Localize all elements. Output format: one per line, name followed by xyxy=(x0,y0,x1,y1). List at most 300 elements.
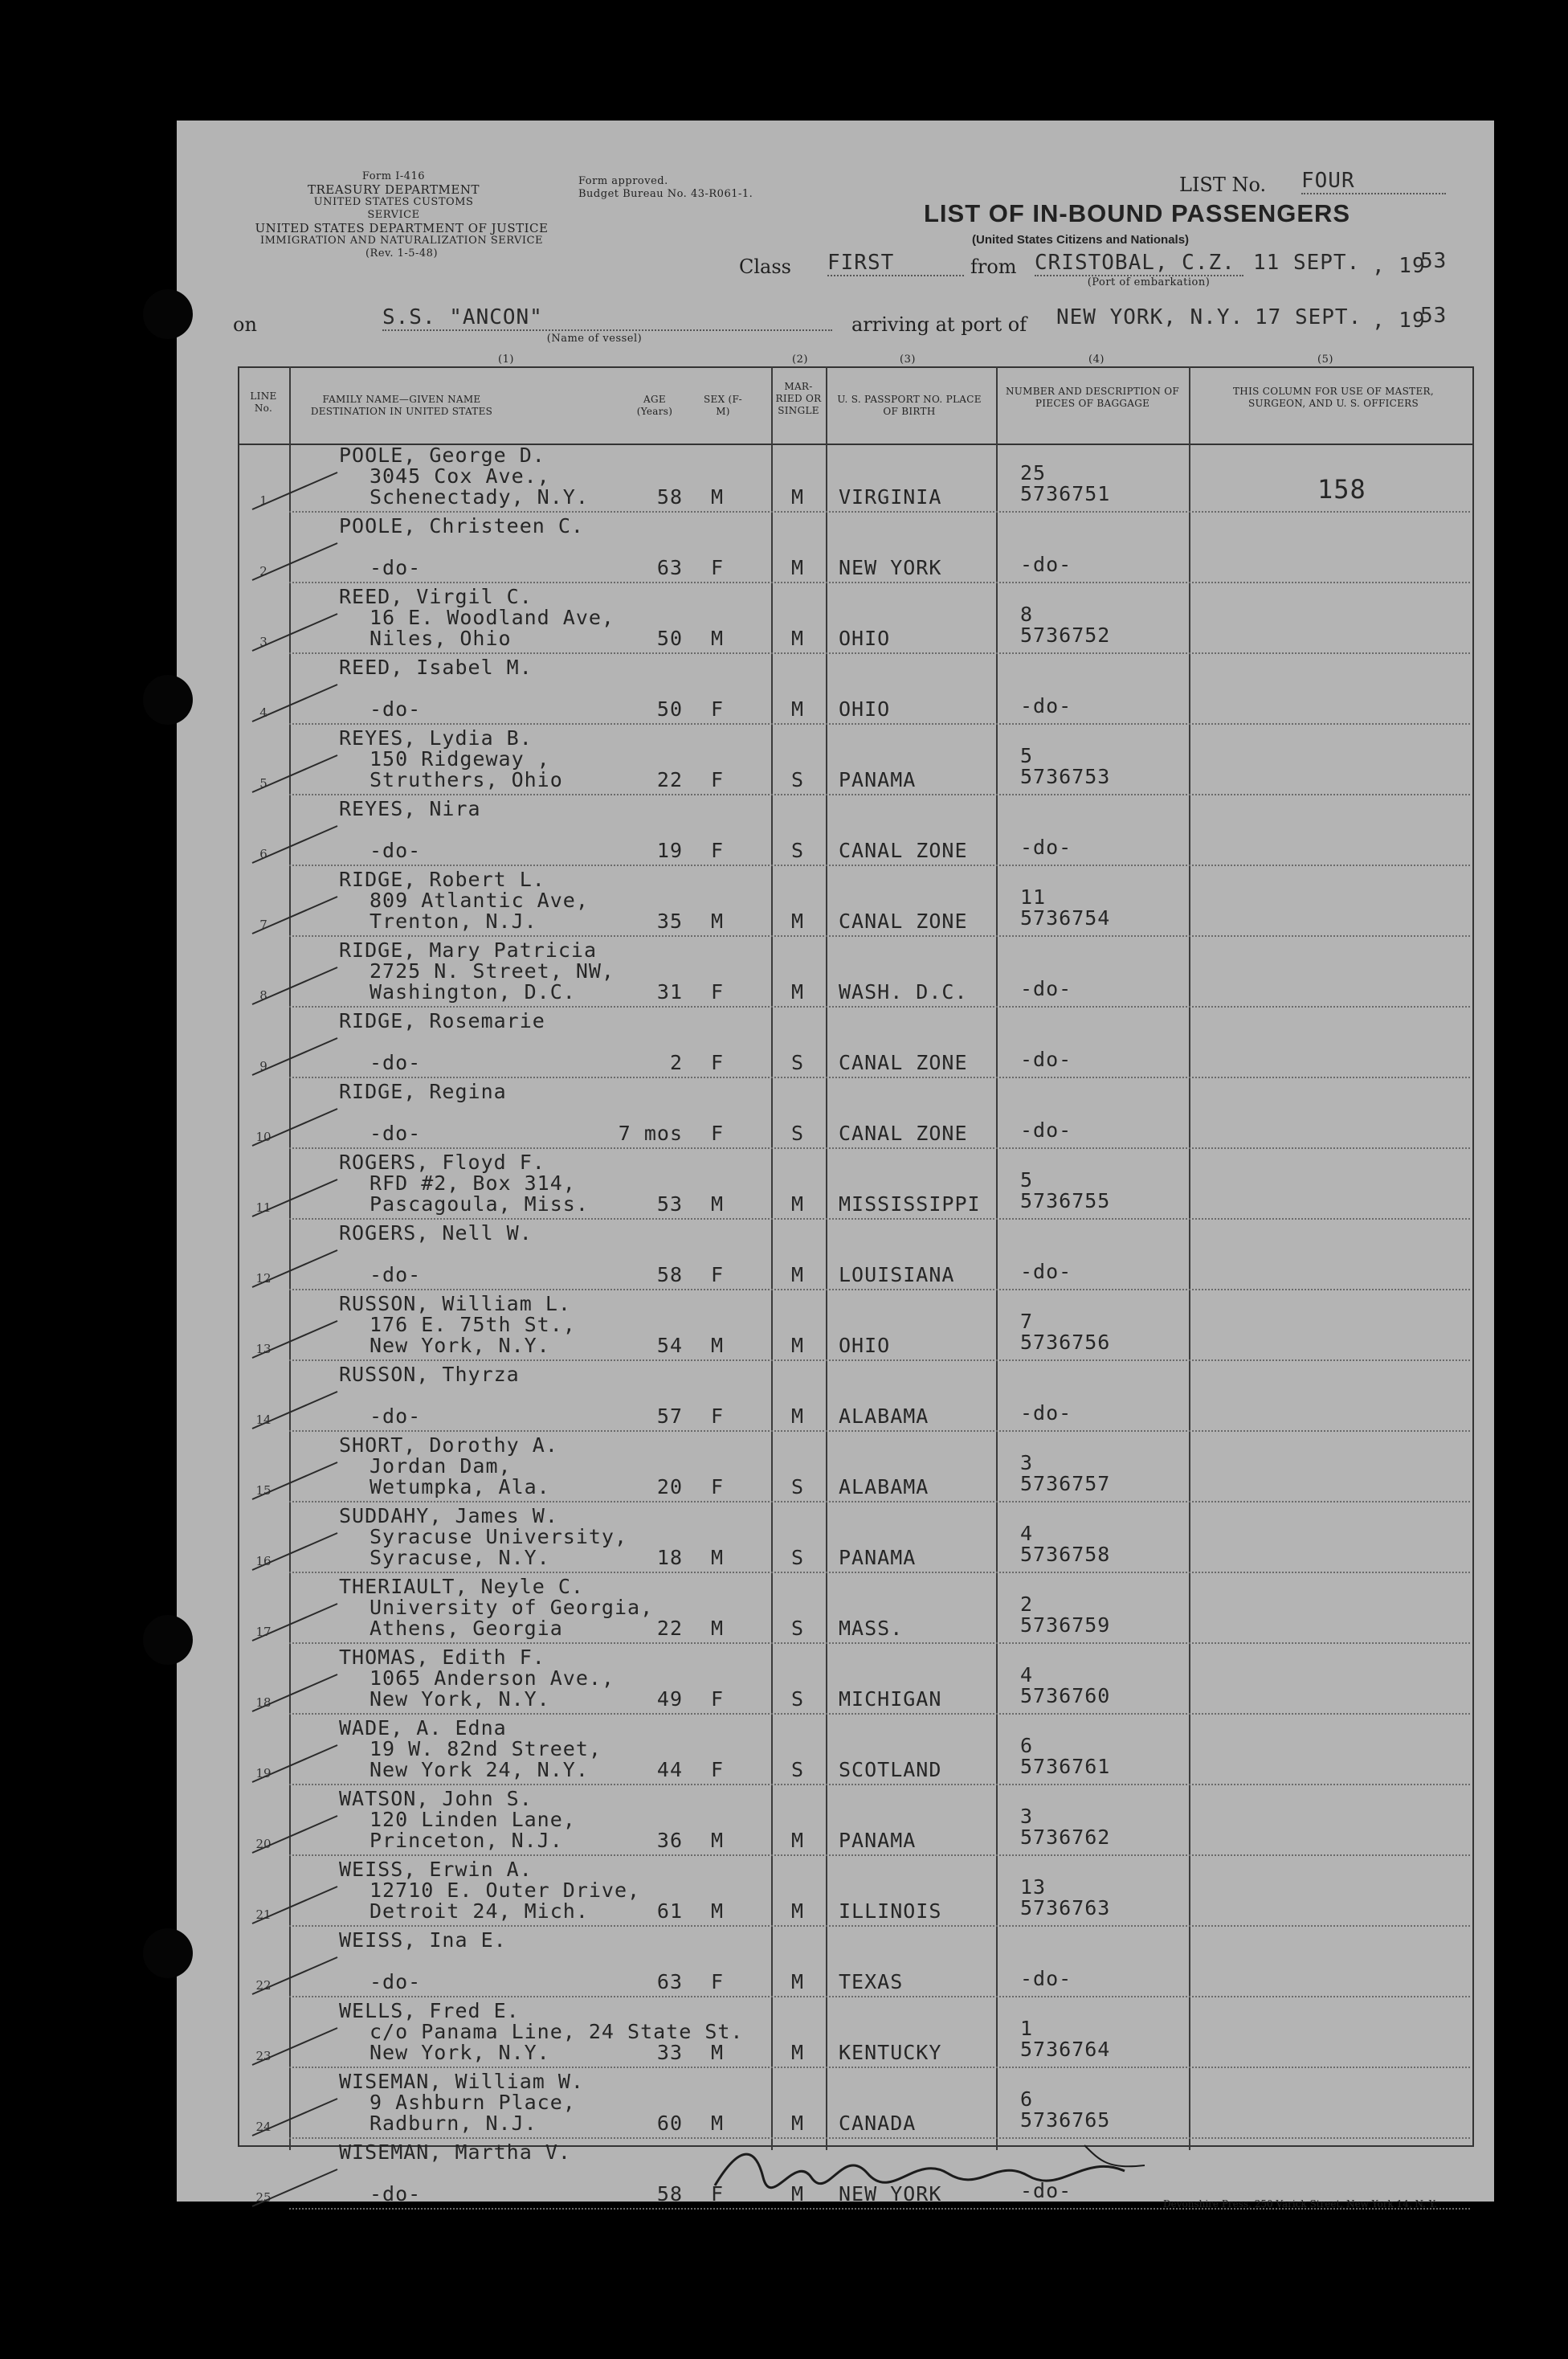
baggage-count: 1 xyxy=(1020,2017,1034,2040)
passenger-name: RIDGE, Robert L. xyxy=(339,868,545,891)
baggage-ticket: 5736762 xyxy=(1020,1825,1111,1849)
baggage-ticket: 5736760 xyxy=(1020,1684,1111,1707)
age-value: 22 xyxy=(656,768,683,791)
document-subtitle: (United States Citizens and Nationals) xyxy=(972,233,1190,247)
row-separator xyxy=(289,1218,1470,1220)
line-number: 13 xyxy=(255,1342,272,1356)
marital-status: S xyxy=(791,1617,805,1640)
check-mark xyxy=(249,750,345,799)
passenger-name: THERIAULT, Neyle C. xyxy=(339,1575,584,1598)
address-line: 176 E. 75th St., xyxy=(370,1313,576,1336)
row-separator xyxy=(289,865,1470,866)
age-value: 58 xyxy=(656,2182,683,2206)
address-city: Niles, Ohio xyxy=(370,627,512,650)
sex-value: M xyxy=(711,485,725,509)
sex-value: F xyxy=(711,1687,725,1711)
header-officers: THIS COLUMN FOR USE OF MASTER, SURGEON, AND U. S. OFFICERS xyxy=(1233,386,1434,409)
marital-status: M xyxy=(791,910,805,933)
check-mark xyxy=(249,963,345,1011)
form-number: Form I-416 xyxy=(361,170,426,182)
sex-value: M xyxy=(711,1899,725,1923)
check-mark xyxy=(249,2094,345,2142)
birthplace: SCOTLAND xyxy=(839,1758,942,1781)
line-number: 25 xyxy=(255,2190,272,2205)
baggage-count: 5 xyxy=(1020,744,1034,767)
marital-status: S xyxy=(791,1546,805,1569)
class-label: Class xyxy=(739,256,791,278)
age-value: 57 xyxy=(656,1404,683,1428)
line-number: 17 xyxy=(255,1625,272,1639)
line-number: 5 xyxy=(259,776,267,791)
age-value: 36 xyxy=(656,1829,683,1852)
check-mark xyxy=(249,1458,345,1506)
birthplace: ILLINOIS xyxy=(839,1899,942,1923)
baggage-ticket: -do- xyxy=(1020,836,1072,859)
arrival-port: NEW YORK, N.Y. xyxy=(1056,305,1244,329)
age-value: 22 xyxy=(656,1617,683,1640)
check-mark xyxy=(249,680,345,728)
header-married: MAR- RIED OR SINGLE xyxy=(775,381,822,416)
address-line: University of Georgia, xyxy=(370,1596,654,1619)
table-row xyxy=(177,938,1494,1009)
address-city: -do- xyxy=(370,1051,422,1074)
arriving-label: arriving at port of xyxy=(851,313,1027,336)
birthplace: CANADA xyxy=(839,2112,917,2135)
check-mark xyxy=(249,1245,345,1294)
birthplace: NEW YORK xyxy=(839,2182,942,2206)
baggage-count: 7 xyxy=(1020,1310,1034,1333)
address-line: 12710 E. Outer Drive, xyxy=(370,1879,641,1902)
birthplace: ALABAMA xyxy=(839,1475,929,1498)
table-row xyxy=(177,1151,1494,1221)
check-mark xyxy=(249,1104,345,1152)
table-row xyxy=(177,1363,1494,1433)
line-number: 1 xyxy=(259,493,267,508)
passenger-name: RIDGE, Regina xyxy=(339,1080,507,1103)
baggage-ticket: -do- xyxy=(1020,977,1072,1000)
marital-status: M xyxy=(791,980,805,1004)
age-value: 35 xyxy=(656,910,683,933)
sex-value: M xyxy=(711,910,725,933)
sex-value: F xyxy=(711,556,725,579)
address-line: 9 Ashburn Place, xyxy=(370,2091,576,2114)
baggage-count: 3 xyxy=(1020,1451,1034,1474)
marital-status: M xyxy=(791,556,805,579)
sex-value: F xyxy=(711,839,725,862)
row-separator xyxy=(289,1996,1470,1997)
age-value: 19 xyxy=(656,839,683,862)
birthplace: CANAL ZONE xyxy=(839,1051,968,1074)
check-mark xyxy=(249,1811,345,1859)
address-line: Jordan Dam, xyxy=(370,1454,512,1478)
on-label: on xyxy=(233,313,257,336)
line-number: 19 xyxy=(255,1766,272,1780)
row-separator xyxy=(289,1501,1470,1502)
check-mark xyxy=(249,892,345,940)
address-line: 120 Linden Lane, xyxy=(370,1808,576,1831)
table-row xyxy=(177,1787,1494,1858)
address-line: 809 Atlantic Ave, xyxy=(370,889,589,912)
baggage-ticket: -do- xyxy=(1020,1048,1072,1071)
address-city: Washington, D.C. xyxy=(370,980,576,1004)
table-row xyxy=(177,1646,1494,1716)
check-mark xyxy=(249,1528,345,1576)
age-value: 18 xyxy=(656,1546,683,1569)
form-id-block xyxy=(289,170,498,222)
table-row xyxy=(177,514,1494,585)
address-line: 1065 Anderson Ave., xyxy=(370,1666,615,1690)
marital-status: M xyxy=(791,2182,805,2206)
address-line: 3045 Cox Ave., xyxy=(370,464,550,488)
baggage-ticket: -do- xyxy=(1020,1260,1072,1283)
col-num-5: (5) xyxy=(1317,354,1333,366)
table-row xyxy=(177,1009,1494,1080)
sex-value: M xyxy=(711,627,725,650)
sex-value: F xyxy=(711,1263,725,1286)
sex-value: F xyxy=(711,1051,725,1074)
baggage-count: 5 xyxy=(1020,1168,1034,1192)
marital-status: S xyxy=(791,1758,805,1781)
line-number: 23 xyxy=(255,2049,272,2063)
passenger-name: WADE, A. Edna xyxy=(339,1716,507,1740)
birthplace: PANAMA xyxy=(839,1546,917,1569)
birthplace: PANAMA xyxy=(839,1829,917,1852)
from-port: CRISTOBAL, C.Z. xyxy=(1035,251,1243,276)
marital-status: M xyxy=(791,2041,805,2064)
baggage-count: 25 xyxy=(1020,461,1047,484)
birthplace: ALABAMA xyxy=(839,1404,929,1428)
line-number: 24 xyxy=(255,2120,272,2134)
baggage-count: 8 xyxy=(1020,603,1034,626)
check-mark xyxy=(249,1387,345,1435)
sex-value: F xyxy=(711,1758,725,1781)
line-number: 22 xyxy=(255,1978,272,1993)
address-city: Pascagoula, Miss. xyxy=(370,1192,589,1216)
officer-note: 158 xyxy=(1317,474,1366,505)
birthplace: OHIO xyxy=(839,627,891,650)
from-year: 53 xyxy=(1420,249,1448,273)
marital-status: M xyxy=(791,1970,805,1993)
baggage-count: 11 xyxy=(1020,885,1047,909)
row-separator xyxy=(289,794,1470,795)
check-mark xyxy=(249,2165,345,2213)
age-value: 63 xyxy=(656,556,683,579)
check-mark xyxy=(249,1599,345,1647)
treasury-dept: TREASURY DEPARTMENT xyxy=(308,182,480,197)
age-value: 49 xyxy=(656,1687,683,1711)
sex-value: F xyxy=(711,1404,725,1428)
address-city: Struthers, Ohio xyxy=(370,768,563,791)
check-mark xyxy=(249,2023,345,2071)
passenger-name: WEISS, Ina E. xyxy=(339,1928,507,1952)
justice-block xyxy=(233,222,570,260)
line-number: 15 xyxy=(255,1483,272,1498)
baggage-ticket: -do- xyxy=(1020,1401,1072,1425)
baggage-ticket: 5736763 xyxy=(1020,1896,1111,1919)
passenger-name: RIDGE, Rosemarie xyxy=(339,1009,545,1032)
baggage-ticket: -do- xyxy=(1020,1118,1072,1142)
age-value: 63 xyxy=(656,1970,683,1993)
address-city: -do- xyxy=(370,1404,422,1428)
birthplace: NEW YORK xyxy=(839,556,942,579)
age-value: 7 mos xyxy=(618,1122,683,1145)
baggage-ticket: -do- xyxy=(1020,553,1072,576)
row-separator xyxy=(289,935,1470,937)
table-row xyxy=(177,1221,1494,1292)
sex-value: M xyxy=(711,1829,725,1852)
marital-status: M xyxy=(791,1899,805,1923)
justice-dept: UNITED STATES DEPARTMENT OF JUSTICE xyxy=(255,221,549,235)
address-city: Detroit 24, Mich. xyxy=(370,1899,589,1923)
col-num-4: (4) xyxy=(1088,354,1105,366)
age-value: 60 xyxy=(656,2112,683,2135)
baggage-ticket: -do- xyxy=(1020,1967,1072,1990)
birthplace: VIRGINIA xyxy=(839,485,942,509)
header-passport: U. S. PASSPORT NO. PLACE OF BIRTH xyxy=(837,394,982,417)
check-mark xyxy=(249,1033,345,1081)
table-row xyxy=(177,726,1494,797)
row-separator xyxy=(289,1077,1470,1078)
marital-status: M xyxy=(791,1192,805,1216)
marital-status: M xyxy=(791,1404,805,1428)
marital-status: M xyxy=(791,1334,805,1357)
table-row xyxy=(177,797,1494,868)
form-rev: (Rev. 1-5-48) xyxy=(365,247,439,260)
passenger-name: WISEMAN, Martha V. xyxy=(339,2140,571,2164)
line-number: 21 xyxy=(255,1907,272,1922)
baggage-ticket: -do- xyxy=(1020,694,1072,718)
table-row xyxy=(177,1504,1494,1575)
line-number: 4 xyxy=(259,705,267,720)
sex-value: F xyxy=(711,1122,725,1145)
row-separator xyxy=(289,1430,1470,1432)
age-value: 61 xyxy=(656,1899,683,1923)
passenger-name: RUSSON, William L. xyxy=(339,1292,571,1315)
marital-status: M xyxy=(791,627,805,650)
passenger-name: WISEMAN, William W. xyxy=(339,2070,584,2093)
passenger-name: REED, Virgil C. xyxy=(339,585,533,608)
birthplace: CANAL ZONE xyxy=(839,1122,968,1145)
check-mark xyxy=(249,1670,345,1718)
passenger-name: ROGERS, Floyd F. xyxy=(339,1151,545,1174)
row-separator xyxy=(289,1642,1470,1644)
col-num-2: (2) xyxy=(792,354,808,366)
address-city: Radburn, N.J. xyxy=(370,2112,537,2135)
marital-status: S xyxy=(791,839,805,862)
marital-status: S xyxy=(791,1051,805,1074)
sex-value: F xyxy=(711,1475,725,1498)
sex-value: M xyxy=(711,2112,725,2135)
baggage-ticket: 5736754 xyxy=(1020,906,1111,930)
age-value: 53 xyxy=(656,1192,683,1216)
line-number: 3 xyxy=(259,635,267,649)
address-city: -do- xyxy=(370,697,422,721)
address-city: -do- xyxy=(370,839,422,862)
address-city: New York, N.Y. xyxy=(370,1687,550,1711)
birthplace: WASH. D.C. xyxy=(839,980,968,1004)
passenger-name: POOLE, George D. xyxy=(339,444,545,467)
age-value: 33 xyxy=(656,2041,683,2064)
customs-service: UNITED STATES CUSTOMS SERVICE xyxy=(313,196,474,221)
birthplace: LOUISIANA xyxy=(839,1263,955,1286)
row-separator xyxy=(289,2067,1470,2068)
line-number: 8 xyxy=(259,988,267,1003)
table-row xyxy=(177,1292,1494,1363)
from-year-prefix: , 19 xyxy=(1372,254,1426,278)
document-title: LIST OF IN-BOUND PASSENGERS xyxy=(924,199,1351,227)
birthplace: MICHIGAN xyxy=(839,1687,942,1711)
birthplace: PANAMA xyxy=(839,768,917,791)
row-separator xyxy=(289,1854,1470,1856)
age-value: 2 xyxy=(669,1051,683,1074)
age-value: 54 xyxy=(656,1334,683,1357)
passenger-name: THOMAS, Edith F. xyxy=(339,1646,545,1669)
list-no-label: LIST No. xyxy=(1179,174,1267,196)
manifest-sheet xyxy=(177,121,1494,2210)
birthplace: OHIO xyxy=(839,1334,891,1357)
address-city: -do- xyxy=(370,1970,422,1993)
check-mark xyxy=(249,609,345,657)
marital-status: M xyxy=(791,1263,805,1286)
passenger-name: WATSON, John S. xyxy=(339,1787,533,1810)
table-row xyxy=(177,656,1494,726)
class-value: FIRST xyxy=(827,251,964,276)
passenger-name: RIDGE, Mary Patricia xyxy=(339,938,598,962)
baggage-ticket: 5736765 xyxy=(1020,2108,1111,2132)
table-row xyxy=(177,1999,1494,2070)
col-num-3: (3) xyxy=(900,354,916,366)
table-row xyxy=(177,868,1494,938)
address-city: Trenton, N.J. xyxy=(370,910,537,933)
baggage-count: 6 xyxy=(1020,1734,1034,1757)
table-row xyxy=(177,1858,1494,1928)
table-row xyxy=(177,585,1494,656)
sex-value: F xyxy=(711,697,725,721)
baggage-ticket: 5736756 xyxy=(1020,1331,1111,1354)
header-name: FAMILY NAME—GIVEN NAME DESTINATION IN UNITED STATES xyxy=(310,394,493,417)
address-city: Athens, Georgia xyxy=(370,1617,563,1640)
line-number: 18 xyxy=(255,1695,272,1710)
line-number: 16 xyxy=(255,1554,272,1568)
binder-hole-middle xyxy=(143,675,193,725)
address-city: New York, N.Y. xyxy=(370,1334,550,1357)
header-sex: SEX (F-M) xyxy=(704,394,742,417)
ins-service: IMMIGRATION AND NATURALIZATION SERVICE xyxy=(259,235,544,247)
address-city: -do- xyxy=(370,1263,422,1286)
row-separator xyxy=(289,1289,1470,1290)
line-number: 10 xyxy=(255,1130,272,1144)
birthplace: KENTUCKY xyxy=(839,2041,942,2064)
birthplace: TEXAS xyxy=(839,1970,904,1993)
address-city: -do- xyxy=(370,1122,422,1145)
address-line: 16 E. Woodland Ave, xyxy=(370,606,615,629)
row-separator xyxy=(289,1359,1470,1361)
baggage-ticket: 5736753 xyxy=(1020,765,1111,788)
arrival-year-prefix: , 19 xyxy=(1372,309,1426,333)
address-city: New York, N.Y. xyxy=(370,2041,550,2064)
check-mark xyxy=(249,538,345,587)
address-city: New York 24, N.Y. xyxy=(370,1758,589,1781)
age-value: 44 xyxy=(656,1758,683,1781)
passenger-name: SUDDAHY, James W. xyxy=(339,1504,558,1527)
sex-value: M xyxy=(711,1334,725,1357)
row-separator xyxy=(289,1925,1470,1927)
address-line: 19 W. 82nd Street, xyxy=(370,1737,602,1760)
sex-value: F xyxy=(711,980,725,1004)
line-number: 9 xyxy=(259,1059,267,1073)
sex-value: F xyxy=(711,1970,725,1993)
embark-note: (Port of embarkation) xyxy=(1087,276,1211,288)
table-row xyxy=(177,444,1494,514)
row-separator xyxy=(289,1147,1470,1149)
address-line: 2725 N. Street, NW, xyxy=(370,959,615,983)
age-value: 31 xyxy=(656,980,683,1004)
age-value: 50 xyxy=(656,627,683,650)
address-line: Syracuse University, xyxy=(370,1525,628,1548)
check-mark xyxy=(249,821,345,869)
age-value: 50 xyxy=(656,697,683,721)
baggage-ticket: -do- xyxy=(1020,2179,1072,2202)
row-separator xyxy=(289,723,1470,725)
col-num-1: (1) xyxy=(498,354,514,366)
budget-bureau: Budget Bureau No. 43-R061-1. xyxy=(578,188,753,200)
address-city: Princeton, N.J. xyxy=(370,1829,563,1852)
binder-hole-lower xyxy=(143,1615,193,1665)
baggage-ticket: 5736764 xyxy=(1020,2038,1111,2061)
address-line: RFD #2, Box 314, xyxy=(370,1171,576,1195)
marital-status: M xyxy=(791,1829,805,1852)
baggage-count: 2 xyxy=(1020,1592,1034,1616)
table-row xyxy=(177,1080,1494,1151)
marital-status: M xyxy=(791,485,805,509)
passenger-name: REED, Isabel M. xyxy=(339,656,533,679)
age-value: 58 xyxy=(656,1263,683,1286)
marital-status: S xyxy=(791,1122,805,1145)
header-baggage: NUMBER AND DESCRIPTION OF PIECES OF BAGGAGE xyxy=(1005,386,1180,409)
passenger-name: REYES, Lydia B. xyxy=(339,726,533,750)
printer-footer: Devonshire Press, 250 Varick Street, New York 14, N. Y. xyxy=(1163,2198,1438,2210)
sex-value: F xyxy=(711,2182,725,2206)
baggage-ticket: 5736752 xyxy=(1020,623,1111,647)
approval-block xyxy=(578,175,819,201)
address-city: -do- xyxy=(370,2182,422,2206)
sex-value: M xyxy=(711,2041,725,2064)
row-separator xyxy=(289,652,1470,654)
passenger-name: WELLS, Fred E. xyxy=(339,1999,520,2022)
list-no-value: FOUR xyxy=(1301,169,1446,194)
baggage-ticket: 5736761 xyxy=(1020,1755,1111,1778)
row-separator xyxy=(289,1006,1470,1008)
line-number: 7 xyxy=(259,918,267,932)
address-line: 150 Ridgeway , xyxy=(370,747,550,771)
line-number: 14 xyxy=(255,1413,272,1427)
baggage-ticket: 5736755 xyxy=(1020,1189,1111,1212)
row-separator xyxy=(289,1713,1470,1715)
baggage-ticket: 5736759 xyxy=(1020,1613,1111,1637)
baggage-count: 4 xyxy=(1020,1663,1034,1686)
baggage-count: 4 xyxy=(1020,1522,1034,1545)
birthplace: MASS. xyxy=(839,1617,904,1640)
table-row xyxy=(177,1928,1494,1999)
line-number: 6 xyxy=(259,847,267,861)
age-value: 58 xyxy=(656,485,683,509)
baggage-ticket: 5736757 xyxy=(1020,1472,1111,1495)
table-row xyxy=(177,1433,1494,1504)
vessel-name: S.S. "ANCON" xyxy=(382,305,832,331)
marital-status: S xyxy=(791,1687,805,1711)
birthplace: CANAL ZONE xyxy=(839,910,968,933)
from-label: from xyxy=(970,256,1017,278)
